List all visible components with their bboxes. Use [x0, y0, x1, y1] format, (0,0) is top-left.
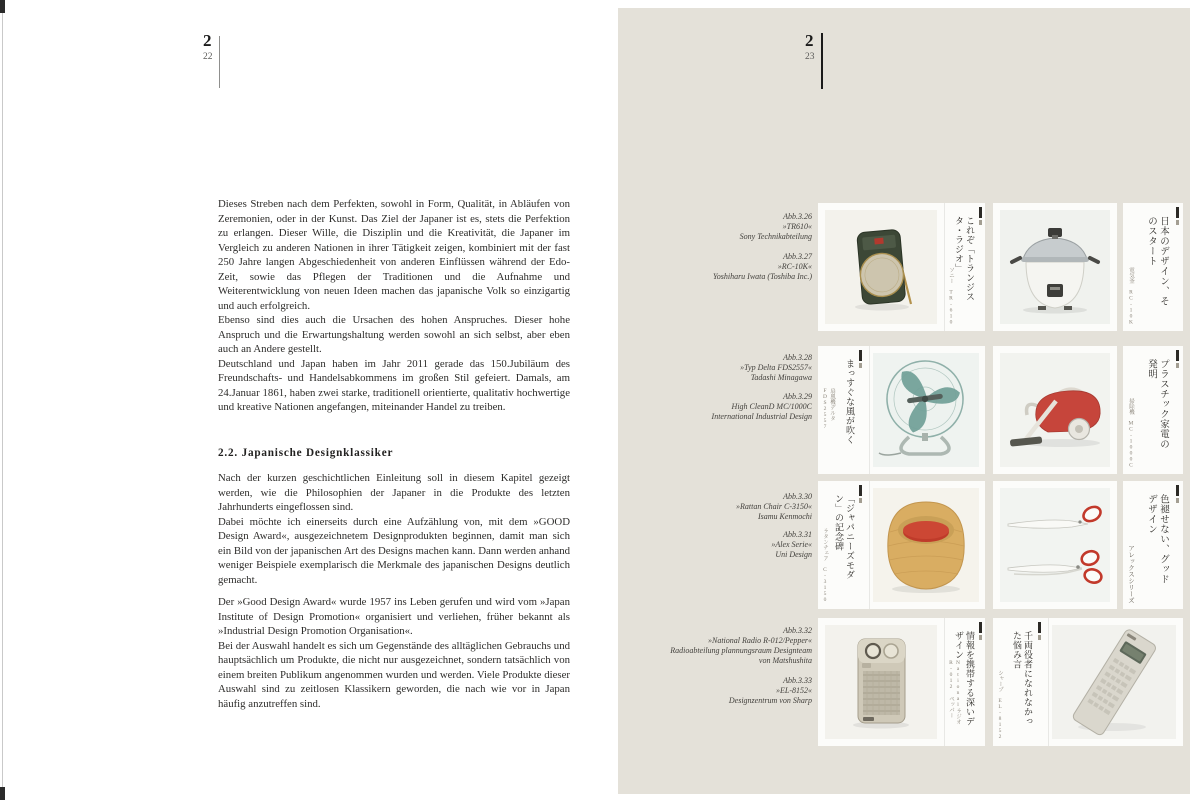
- figure-caption-3-33: [560, 676, 812, 706]
- card-national-r012: [818, 618, 985, 746]
- right-header-rule: [821, 33, 823, 89]
- caption-title: »Rattan Chair C-3150«: [735, 502, 812, 511]
- product-photo-calculator: [1052, 625, 1176, 739]
- byline-mark: [1176, 350, 1179, 361]
- caption-title: »Typ Delta FDS2557«: [740, 363, 812, 372]
- jp-headline: 日本のデザイン、そのスタート: [1146, 216, 1168, 306]
- card-fold-line: [869, 346, 870, 474]
- byline-mark: [1176, 207, 1179, 218]
- jp-headline: 情報を携帯する深いデザイン: [954, 631, 975, 726]
- paragraph: Ebenso sind dies auch die Ursachen des hohen Anspruches. Dieser hohe Anspruch und die Erwartungshaltung werden sowohl an sich selbst, aber eben auch an Andere gestellt.: [218, 314, 570, 355]
- section-heading: 2.2. Japanische Designklassiker: [218, 447, 394, 459]
- product-photo-electric-fan: [873, 353, 979, 467]
- left-page-number: 22: [203, 52, 213, 62]
- jp-headline: これぞ「トランジスタ・ラジオ」: [954, 216, 975, 302]
- body-text-block-1: [218, 197, 570, 415]
- right-chapter-number: 2: [805, 31, 814, 50]
- paragraph: Der »Good Design Award« wurde 1957 ins Leben gerufen und wird vom »Japan Institute of Design Promotion« organisiert und verliehen, früher bekannt als »Industrial Design Promotion Organisation«.: [218, 596, 570, 637]
- product-photo-scissors: [1000, 488, 1110, 602]
- caption-number: Abb.3.28: [783, 353, 812, 362]
- byline-mark: [1176, 485, 1179, 496]
- figure-caption-3-27: [560, 252, 812, 282]
- card-fold-line: [869, 481, 870, 609]
- byline-mark: [859, 485, 862, 496]
- caption-number: Abb.3.29: [783, 392, 812, 401]
- card-mc1000c-vacuum: [993, 346, 1183, 474]
- caption-title: »RC-10K«: [777, 262, 812, 271]
- jp-subtitle: ソニー TR-610: [948, 266, 954, 325]
- card-text-page: [945, 203, 985, 331]
- figure-caption-3-28: [560, 353, 812, 383]
- paragraph: Nach der kurzen geschichtlichen Einleitung soll in diesem Kapitel gezeigt werden, wie die Philosophien der Japaner in die Produkte des letzten Jahrhunderts eingeflossen sind.: [218, 472, 570, 513]
- jp-headline: プラスチック家電の発明: [1146, 359, 1168, 449]
- jp-subtitle: ラタンチェア C-3150: [822, 528, 828, 603]
- product-photo-rice-cooker: [1000, 210, 1110, 324]
- figure-caption-3-29: [560, 392, 812, 422]
- caption-title: »EL-8152«: [776, 686, 812, 695]
- body-text-block-3: [218, 595, 570, 711]
- byline-mark: [1038, 622, 1041, 633]
- caption-number: Abb.3.33: [783, 676, 812, 685]
- card-text-page: [993, 618, 1047, 746]
- jp-subtitle: アレックスシリーズ: [1127, 544, 1134, 603]
- caption-credit: International Industrial Design: [711, 412, 812, 421]
- caption-credit: Uni Design: [775, 550, 812, 559]
- card-sony-tr610: [818, 203, 985, 331]
- caption-title: »National Radio R-012/Pepper«: [708, 636, 812, 645]
- product-photo-vacuum-cleaner: [1000, 353, 1110, 467]
- caption-credit: von Matshushita: [758, 656, 812, 665]
- body-text-block-2: [218, 471, 570, 587]
- card-alex-scissors: [993, 481, 1183, 609]
- figure-caption-3-30: [560, 492, 812, 522]
- product-photo-national-radio: [825, 625, 937, 739]
- caption-title: »Alex Serie«: [771, 540, 812, 549]
- card-toshiba-rc10k: [993, 203, 1183, 331]
- jp-headline: まっすぐな風が吹く: [845, 359, 855, 445]
- card-text-page: [1123, 203, 1183, 331]
- byline-mark: [859, 350, 862, 361]
- caption-credit: Tadashi Minagawa: [750, 373, 812, 382]
- jp-headline: 「ジャパニーズモダン」の記念碑: [834, 494, 855, 580]
- caption-number: Abb.3.31: [783, 530, 812, 539]
- byline-mark: [979, 622, 982, 633]
- card-text-page: [1123, 481, 1183, 609]
- caption-credit: Yoshiharu Iwata (Toshiba Inc.): [713, 272, 812, 281]
- caption-number: Abb.3.30: [783, 492, 812, 501]
- jp-subtitle: 掃除機 MC-1000C: [1128, 397, 1134, 468]
- jp-headline: 色褪せない、グッドデザイン: [1146, 494, 1168, 584]
- byline-mark: [979, 207, 982, 218]
- caption-credit: Radioabteilung plannungsraum Designteam: [670, 646, 812, 655]
- caption-number: Abb.3.32: [783, 626, 812, 635]
- caption-number: Abb.3.27: [783, 252, 812, 261]
- figure-caption-3-31: [560, 530, 812, 560]
- caption-credit: Sony Technikabteilung: [739, 232, 812, 241]
- caption-title: High CleanD MC/1000C: [731, 402, 812, 411]
- caption-number: Abb.3.26: [783, 212, 812, 221]
- card-text-page: [1123, 346, 1183, 474]
- card-text-page: [818, 481, 868, 609]
- caption-credit: Designzentrum von Sharp: [728, 696, 812, 705]
- caption-title: »TR610«: [782, 222, 812, 231]
- card-text-page: [945, 618, 985, 746]
- card-delta-fan: [818, 346, 985, 474]
- product-photo-tr610-radio: [825, 210, 937, 324]
- caption-credit: Isamu Kenmochi: [758, 512, 812, 521]
- card-text-page: [818, 346, 868, 474]
- left-chapter-number: 2: [203, 31, 212, 50]
- card-fold-line: [1048, 618, 1049, 746]
- paragraph: Dieses Streben nach dem Perfekten, sowohl in Form, Qualität, in Abläufen von Zeremonien, oder in der Kunst. Das Ziel der Japaner ist es, stets die Perfektion zu erlangen. Dieser Wille, die Disziplin und die Kreativität, die Japaner im Vergleich zu anderen Nationen in ihrer Tätigkeit zeigen, kombiniert mit der fast 250 Jahre langen Abgeschiedenheit von anderen Einflüssen während der Edo-Zeit, sowie das Pflegen der Traditionen und die Aufnahme und Weiterentwicklung von neuen Ideen machen das japanische Volk so einzigartig und auch erfolgreich.: [218, 198, 570, 312]
- paragraph: Deutschland und Japan haben im Jahr 2011 gerade das 150.Jubiläum des Freundschafts- und Handelsabkommens im großen Stil gefeiert. Damals, am 24.Januar 1861, haben zwei starke, traditionell orientierte, qualitativ hochwertige und kreative Nationen angefangen, miteinander Handel zu treiben.: [218, 357, 570, 413]
- jp-subtitle: 扇風機デルタ FDS2557: [822, 388, 835, 430]
- left-header-rule: [219, 36, 220, 88]
- card-rattan-chair: [818, 481, 985, 609]
- paragraph: Bei der Auswahl handelt es sich um Gegenstände des alltäglichen Gebrauchs und hauptsächlich um Produkte, die nicht nur ausgezeichnet, sondern tatsächlich von einem breiten Publikum angenommen wurden und werden. Viele Produkte dieser Auswahl sind zu zeitlosen Klassikern geworden, die nach wie vor in Japan häufig anzutreffen sind.: [218, 639, 570, 710]
- figure-caption-3-32: [560, 626, 812, 666]
- jp-subtitle: シャープ EL-8152: [997, 670, 1003, 740]
- card-sharp-el8152: [993, 618, 1183, 746]
- jp-subtitle: 電気釜 RC-10K: [1128, 266, 1134, 325]
- product-photo-rattan-chair: [873, 488, 979, 602]
- figure-caption-3-26: [560, 212, 812, 242]
- paragraph: Dabei möchte ich einerseits durch eine Aufzählung von, mit dem »GOOD Design Award«, ausgezeichnetem Designprodukten beginnen, damit man sich ein Bild von der japanischen Art des Designs machen kann. Dann werden anhand weniger Beispiele exemplarisch die Merkmale des japanischen Designs deutlich gemacht.: [218, 515, 570, 586]
- right-page-number: 23: [805, 52, 815, 62]
- jp-subtitle: Nationalラジオ R-012 ペッパー: [948, 660, 961, 725]
- jp-headline: 千両役者になれなかった悩み言: [1012, 631, 1033, 726]
